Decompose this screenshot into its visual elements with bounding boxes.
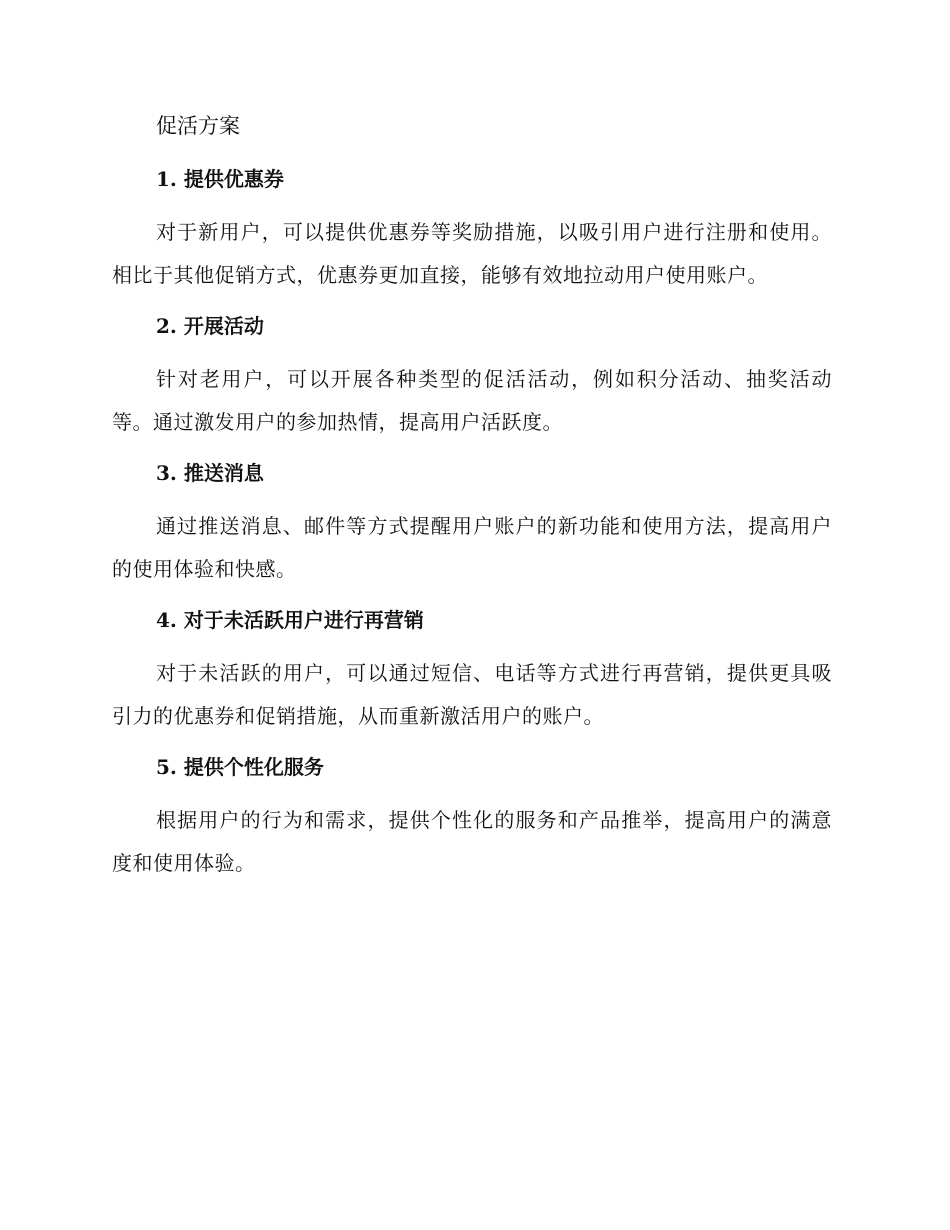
section-body: 对于未活跃的用户，可以通过短信、电话等方式进行再营销，提供更具吸引力的优惠券和促销措施，从而重新激活用户的账户。 (112, 661, 832, 728)
section-body: 通过推送消息、邮件等方式提醒用户账户的新功能和使用方法，提高用户的使用体验和快感。 (112, 514, 832, 581)
section-heading: 5. 提供个性化服务 (156, 755, 324, 779)
section-1 (112, 163, 832, 297)
section-heading: 2. 开展活动 (156, 314, 264, 338)
section-3 (112, 457, 832, 591)
section-heading: 1. 提供优惠券 (156, 167, 284, 191)
section-heading: 4. 对于未活跃用户进行再营销 (156, 608, 424, 632)
section-5 (112, 751, 832, 885)
section-2 (112, 310, 832, 444)
section-body: 针对老用户，可以开展各种类型的促活活动，例如积分活动、抽奖活动等。通过激发用户的参加热情，提高用户活跃度。 (112, 367, 832, 434)
section-heading: 3. 推送消息 (156, 461, 264, 485)
document-content (112, 108, 832, 898)
section-4 (112, 604, 832, 738)
section-body: 根据用户的行为和需求，提供个性化的服务和产品推举，提高用户的满意度和使用体验。 (112, 808, 832, 875)
section-body: 对于新用户，可以提供优惠券等奖励措施，以吸引用户进行注册和使用。相比于其他促销方式，优惠券更加直接，能够有效地拉动用户使用账户。 (112, 220, 832, 287)
document-title: 促活方案 (156, 114, 240, 138)
